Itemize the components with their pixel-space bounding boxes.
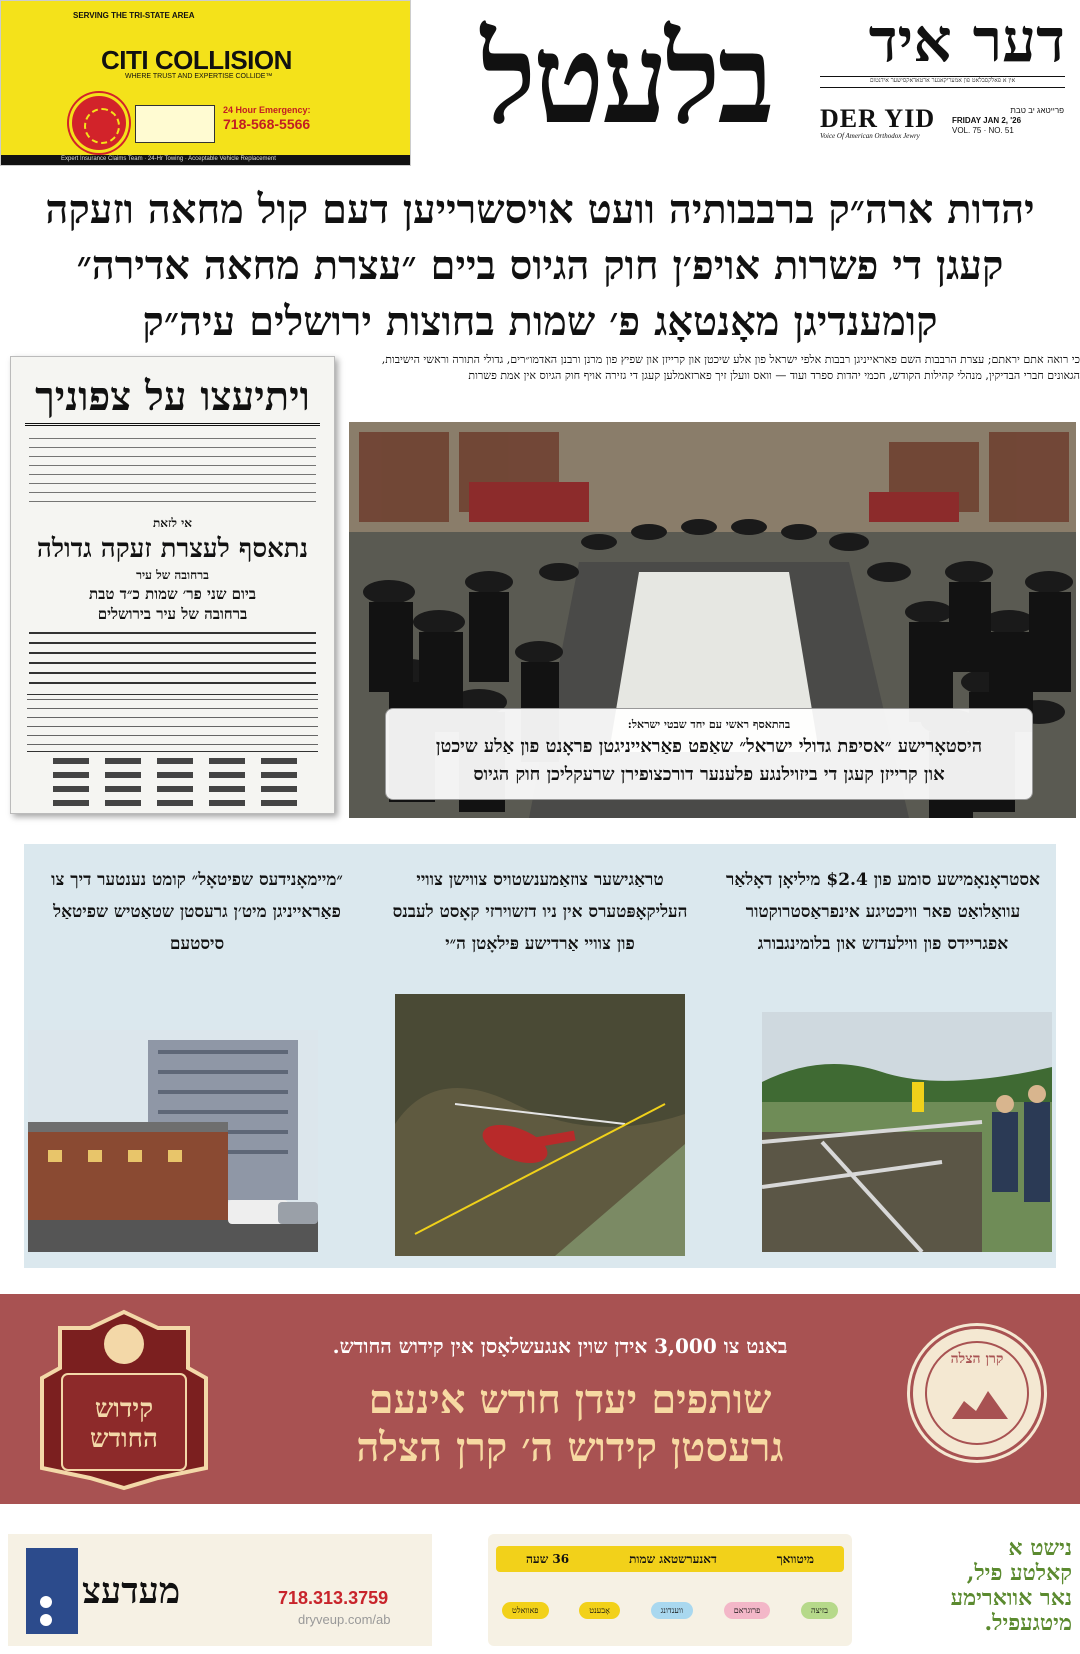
schedule-ad[interactable] — [488, 1534, 852, 1646]
banner-main-line: גרעסטן קידוש ה׳ קרן הצלה — [356, 1424, 784, 1471]
story-photo — [28, 1030, 318, 1252]
crash-site-illustration — [395, 994, 685, 1256]
schedule-pill[interactable]: אָבענט — [579, 1602, 620, 1619]
schedule-pills — [502, 1602, 838, 1619]
kiddush-hachodesh-banner[interactable] — [0, 1294, 1080, 1504]
ad-footer: Expert Insurance Claims Team · 24-Hr Towing · Acceptable Vehicle Replacement — [1, 155, 410, 165]
story-card-infrastructure[interactable] — [710, 844, 1056, 1268]
newspaper-logo-small: דער איד — [868, 6, 1065, 76]
photo-caption[interactable] — [385, 708, 1033, 800]
caption-line: און קרייזן קעגן די ביזוילנגע פלענער דורכצופירן שרעקליכן חוק הגיוס — [473, 764, 945, 785]
ad-c-line: נאר אווארימע — [950, 1585, 1072, 1611]
ad-brand: CITI COLLISION — [101, 45, 292, 75]
empathy-ad[interactable] — [860, 1534, 1072, 1646]
story-card-hospital[interactable] — [24, 844, 370, 1268]
ad-emergency-label: 24 Hour Emergency: — [223, 105, 311, 115]
headline-line: קומענדיגן מאָנטאָג פ׳ שמות בחוצות ירושלים עיה״ק — [142, 298, 938, 345]
notice-body-text — [29, 434, 316, 508]
ad-phone[interactable]: 718-568-5566 — [223, 116, 311, 132]
volume-number: VOL. 75 · NO. 51 — [952, 126, 1014, 135]
ad-c-line: מיטגעפיל. — [984, 1610, 1072, 1636]
public-notice — [10, 356, 335, 814]
caption-line: היסטאָרישע ״אסיפת גדולי ישראל״ שאַפט פאַראייניגטן פראָנט פון אַלע שיכטן — [435, 736, 983, 757]
masthead-rule-text: אין א פאלקסבלאט פון אמעריקאנער ארטאדאקסישער אידנטום — [820, 76, 1065, 88]
newspaper-logo: בלעטל — [480, 5, 772, 152]
notice-where: ברחובה של עיר — [136, 568, 209, 582]
story-photo — [762, 1012, 1052, 1252]
notice-signatures — [45, 758, 300, 808]
lead-article-text: כי רואה אתם יראתם; עצרת הרבבות השם פאראייניגן רבבות אלפי ישראל פון אלע שיכטן און קרייזן און שפיץ פון מרנן ורבנן האדמו״רים, גדולי התורה וראשי הישיבות, הגאונים חברי הבדיקין, מנהלי קהילות הקודש, חכמי יהדות ספרד ועוד — וואס וועלן זיך פארזאמלען קעגן די גזירה אויף חוק הגיוס אין אמת פשרות — [381, 353, 1080, 382]
notice-title: ויתיעצו על צפוניך — [25, 371, 320, 426]
ad-a-url[interactable]: dryveup.com/ab — [298, 1612, 391, 1627]
schedule-pill[interactable]: בזיצה — [801, 1602, 838, 1619]
treatment-plant-illustration — [762, 1012, 1052, 1252]
ad-serving-text: SERVING THE TRI-STATE AREA — [73, 11, 195, 20]
ad-c-line: נישט א — [1008, 1535, 1072, 1561]
schedule-tab[interactable]: 36 שעה — [526, 1551, 570, 1566]
citi-collision-ad[interactable] — [0, 0, 411, 166]
banner-main-line: שותפים יעדן חודש אינעם — [368, 1376, 772, 1423]
notice-where2: ברחובה של עיר בירושלים — [97, 605, 248, 623]
guarantee-seal-icon — [69, 93, 129, 153]
story-card-helicopter[interactable] — [367, 844, 713, 1268]
notice-gather: נתאסף לעצרת זעקה גדולה — [36, 534, 309, 564]
story-photo — [395, 994, 685, 1256]
notice-call: אי לזאת — [152, 516, 192, 530]
keren-hatzolah-seal-icon — [910, 1326, 1044, 1460]
date-block — [952, 106, 1064, 136]
issue-date: FRIDAY JAN 2, '26 — [952, 116, 1022, 125]
dryveup-ad[interactable] — [8, 1534, 432, 1646]
schedule-tab[interactable]: דאנערשטאג שמות — [629, 1551, 717, 1566]
schedule-tab[interactable]: מיטוואך — [776, 1551, 814, 1566]
ad-a-brand: מעדעצ — [82, 1570, 181, 1612]
hospital-building-illustration — [28, 1030, 318, 1252]
medicine-logo-icon — [26, 1548, 78, 1634]
banner-top-line: באנט צו 3,000 אידן שוין אנגעשלאָסן אין קידוש החודש. — [332, 1334, 788, 1358]
badge-left-line: החודש — [90, 1424, 158, 1454]
schedule-pill[interactable]: ווענדונג — [651, 1602, 693, 1619]
schedule-pill[interactable]: פרוגראם — [724, 1602, 771, 1619]
ad-hebrew-box — [135, 105, 215, 143]
english-subtitle: Voice Of American Orthodox Jewry — [820, 132, 920, 140]
kiddush-badge-icon — [38, 1308, 210, 1492]
caption-kicker: בהתאסף ראשי עם יחד שבטי ישראל: — [627, 718, 791, 731]
main-headline[interactable] — [20, 182, 1060, 350]
english-name: DER YID — [820, 104, 936, 133]
notice-body-text-2 — [29, 628, 316, 690]
badge-right-label: קרן הצלה — [950, 1351, 1004, 1367]
ad-a-phone[interactable]: 718.313.3759 — [278, 1588, 389, 1608]
story-headline: ״מיימאָנידעס שפיטאָל״ קומט נענטער דיך צו פאַראייניגן מיט׳ן גרעסטן שטאַטיש שפיטאַל סיסטעם — [51, 870, 343, 954]
story-headline: אסטראָנאָמישע סומע פון $2.4 מיליאָן דאָלאַר עוואַלואַט פאר וויכטיגע אינפראַסטרוקטור אפגריידס פון ווילעדזש און בלומינגבורג — [726, 870, 1040, 954]
schedule-tabs — [496, 1546, 844, 1572]
bottom-ad-strip — [0, 1530, 1080, 1654]
headline-line: קעגן די פשרות אויפ׳ן חוק הגיוס ביים ״עצרת מחאה אדירה״ — [76, 242, 1004, 289]
badge-left-line: קידוש — [94, 1394, 154, 1424]
headline-line: יהדות ארה״ק ברבבותיה וועט אויסשרייען דעם קול מחאה וזעקה — [45, 186, 1035, 233]
ad-tagline: WHERE TRUST AND EXPERTISE COLLIDE™ — [125, 73, 273, 80]
notice-when: ביום שני פר׳ שמות כ״ד טבת — [88, 585, 257, 603]
ad-c-line: קאלטע פיל, — [966, 1560, 1072, 1586]
story-headline: טראַגישער צוזאַמענשטויס צווישן צוויי העליקאָפּטערס אין ניו דזשוירזי קאָסט לעבנס פון צוויי אַרדישע פּילאָטן ה״י — [392, 870, 688, 954]
notice-body-text-3 — [27, 694, 318, 752]
banner-main-text — [250, 1376, 890, 1472]
schedule-pill[interactable]: פאוואלט — [502, 1602, 548, 1619]
hebrew-date: פרייטאג יב טבת — [1010, 106, 1064, 115]
